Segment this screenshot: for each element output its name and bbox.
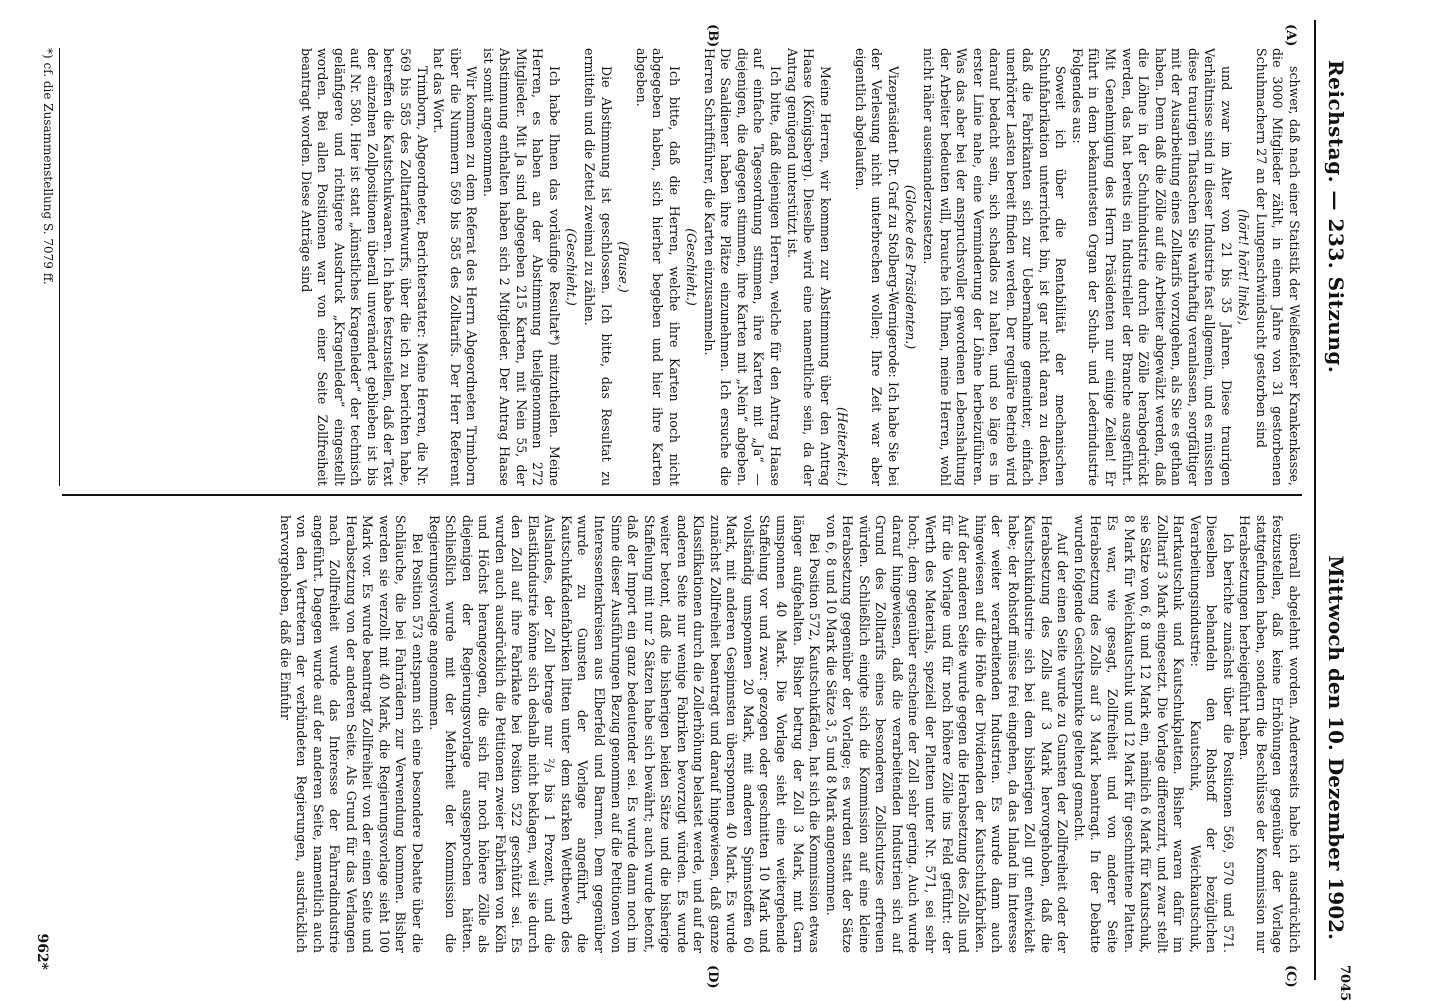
paragraph: Bei Position 572, Kautschukfäden, hat sich die Kommission etwas länger aufgehalten. Bisher betrug der Zoll 3 Mark, mit Garn umsponnen 40 Mark. Die Vorlage sieht eine weitergehende Staffelung vor und zwar: gezogen oder geschnitten 10 Mark und vollständig umsponnen 20 Mark, mit anderen Spinnstoffen 60 Mark, mit anderen Gespinnsten übersponnen 40 Mark. Es wurde zunächst Zollfreiheit beantragt und darauf hingewiesen, daß ganze Klassifikationen durch die Zollerhöhung belastet werde, und auf der anderen Seite nur wenige Fabriken bevorzugt würden. Es wurde weiter betont, daß die bisherigen beiden Sätze und die bisherige Staffelung mit nur 2 Sätzen habe sich bewährt; auch wurde betont, daß der Import ein ganz bedeutender sei. Es wurde dann noch im Sinne dieser Ausführungen Bezug genommen auf die Petitionen von Interessentenkreisen aus Elberfeld und Barmen. Dem gegenüber wurde zu Gunsten der Vorlage angeführt, die Kautschukfadenfabriken litten unter dem starken Wettbewerb des Auslandes, der Zoll betrage nur ²/₃ bis 1 Prozent, und die Elastikindustrie könne sich deshalb nicht beklagen, weil sie durch den Zoll auf ihre Fabrikate bei Position 522 geschützt sei. Es wurden auch ausdrücklich die Petitionen zweier Fabriken von Köln und Höchst herangezogen, die sich für noch höhere Zölle als diejenigen der Regierungsvorlage ausgesprochen hätten. Schließlich wurde mit der Mehrheit der Kommission die Regierungsvorlage angenommen. <box>426 515 823 953</box>
footnote: *) cf. die Zusammenstellung S. 7079 ff. <box>41 48 60 486</box>
page-header <box>1314 20 1360 980</box>
paragraph: Ich bitte, daß diejenigen Herren, welche für den Antrag Haase auf einfache Tagesordnung stimmen, ihre Karten mit „Ja“ — diejenigen, die dagegen stimmen, ihre Karten mit „Nein“ abgeben. Die Saaldiener haben ihre Plätze einzunehmen. Ich ersuche die Herren Schriftführer, die Karten einzusammeln. <box>701 48 784 486</box>
header-date: Mittwoch den 10. Dezember 1902. <box>1324 555 1348 940</box>
paragraph: Meine Herren, wir kommen zur Abstimmung über den Antrag Haase (Königsberg). Dieselbe wird eine namentliche sein, da der Antrag genügend unterstützt ist. <box>784 48 833 486</box>
page-code: 962* <box>34 933 50 970</box>
paragraph: Die Abstimmung ist geschlossen. Ich bitte, das Resultat zu ermitteln und die Zettel zweimal zu zählen. <box>582 48 614 486</box>
paragraph: überall abgelehnt worden. Andererseits habe ich ausdrücklich festzustellen, daß keine Erhöhungen gegenüber der Vorlage stattgefunden haben, sondern die Beschlüsse der Kommission nur Herabsetzungen herbeigeführt haben. <box>1237 515 1302 953</box>
paragraph: Ich berichte zunächst über die Positionen 569, 570 und 571. Dieselben behandeln den Rohstoff der bezüglichen Verarbeitungsindustrie: Kautschuk, Weichkautschuk, Hartkautschuk und Kautschukplatten. Bisher waren dafür im Zolltarif 3 Mark eingesetzt. Die Vorlage differenzirt, und zwar stellt sie Sätze von 6, 8 und 12 Mark ein, nämlich 6 Mark für Kautschuk, 8 Mark für Weichkautschuk und 12 Mark für geschnittene Platten. Es war, wie gesagt, Zollfreiheit und von anderer Seite Herabsetzung des Zolls auf 3 Mark beantragt. In der Debatte wurden folgende Gesichtspunkte geltend gemacht. <box>1071 515 1236 953</box>
paragraph: Soweit ich über die Rentabilität der mechanischen Schuhfabrikation unterrichtet bin, ist gar nicht daran zu denken, daß die Fabrikanten sich zur Uebernahme gemeinter, einfach unerhörter Lasten bereit finden werden. Der reguläre Betrieb wird darauf bedacht sein, sich schadlos zu halten, und so läge es in erster Linie nahe, eine Verminderung der Löhne herbeizuführen. Was das aber bei der anspruchsvoller gewordenen Lebenshaltung der Arbeiter bedeuten will, brauche ich Ihnen, meine Herren, wohl nicht näher auseinanderzusetzen. <box>920 48 1069 486</box>
paragraph: Bei Position 573 entspann sich eine besondere Debatte über die Schläuche, die bei Fahrrädern zur Verwendung kommen. Bisher werden sie verzollt mit 40 Mark, die Regierungsvorlage sieht 100 Mark vor. Es wurde beantragt Zollfreiheit von der einen Seite und Herabsetzung von der anderen Seite. Als Grund für das Verlangen nach Zollfreiheit wurde das Interesse der Fahrradindustrie angeführt. Dagegen wurde auf der anderen Seite, namentlich auch von den Vertretern der verbündeten Regierungen, ausdrücklich hervorgehoben, daß die Einfuhr <box>277 515 426 953</box>
interjection: (Glocke des Präsidenten.) <box>903 184 919 350</box>
paragraph: und zwar im Alter von 21 bis 35 Jahren. Diese traurigen Verhältnisse sind in dieser Industrie fast allgemein, und es müssten diese traurigen Thatsachen Sie wahrhaftig veranlassen, sorgfältiger mit der Ausarbeitung eines Zolltarifs vorzugehen, als Sie es gethan haben. Denn daß die Zölle auf die Arbeiter abgewälzt werden, daß die Löhne in der Schuhindustrie durch die Zölle herabgedrückt werden, das hat bereits ein Industrieller der Branche ausgeführt. Mit Genehmigung des Herrn Präsidenten nur einige Zeilen! Er führt in dem bekanntesten Organ der Schuh- und Lederindustrie Folgendes aus: <box>1069 48 1234 486</box>
paragraph: Wir kommen zu dem Referat des Herrn Abgeordneten Trimborn über die Nummern 569 bis 585 des Zolltarifs. Der Herr Referent hat das Wort. <box>431 48 480 486</box>
page-number: 7045 <box>1337 965 1352 1001</box>
header-session: Reichstag. — 233. Sitzung. <box>1324 60 1348 374</box>
interjection: (Heiterkeit.) <box>835 407 851 486</box>
paragraph: Vizepräsident Dr. Graf zu Stolberg-Wernigerode: Ich habe Sie bei der Verlesung nicht unterbrechen wollen; Ihre Zeit war aber eigentlich abgelaufen. <box>852 48 901 486</box>
left-column <box>62 48 1302 486</box>
paragraph: schwer, daß nach einer Statistik der Weißenfelser Krankenkasse, die 3000 Mitglieder zählt, in einem Jahre von 31 gestorbenen Schuhmachern 27 an der Lungenschwindsucht gestorben sind <box>1253 48 1302 486</box>
column-divider <box>62 494 1302 496</box>
interjection: (Geschieht.) <box>564 228 580 306</box>
margin-mark-d: (D) <box>705 965 720 989</box>
margin-mark-b: (B) <box>705 24 720 48</box>
paragraph: Ich habe Ihnen das vorläufige Resultat*) mitzutheilen. Meine Herren, es haben an der Abstimmung theilgenommen 272 Mitglieder. Mit Ja sind abgegeben 215 Karten, mit Nein 55, der Abstimmung enthalten haben sich 2 Mitglieder. Der Antrag Haase ist somit angenommen. <box>480 48 562 486</box>
interjection: (Pause.) <box>616 241 632 293</box>
interjection: (hört! hört! links), <box>1236 209 1252 325</box>
margin-mark-a: (A) <box>1283 24 1298 47</box>
paragraph: Ich bitte, daß die Herren, welche ihre Karten noch nicht abgegeben haben, sich hierher begeben und hier ihre Karten abgeben. <box>633 48 682 486</box>
interjection: (Geschieht.) <box>684 228 700 306</box>
margin-mark-c: (C) <box>1283 965 1298 988</box>
right-column <box>62 515 1302 953</box>
paragraph: Trimborn, Abgeordneter, Berichterstatter: Meine Herren, die Nr. 569 bis 585 des Zolltarifentwurfs, über die ich zu berichten habe, betreffen die Kautschukwaaren. Ich habe festzustellen, daß der Text der einzelnen Zollpositionen überall unverändert geblieben ist bis auf Nr. 580. Hier ist statt „künstliches Kragenleder“ der technisch gelänfigere und richtigere Ausdruck „Kragenleder“ eingestellt worden. Bei allen Positionen war von einer Seite Zollfreiheit beantragt worden. Diese Anträge sind <box>298 48 430 486</box>
paragraph: Auf der einen Seite wurde zu Gunsten der Zollfreiheit oder der Herabsetzung des Zolls auf 3 Mark hervorgehoben, daß die Kautschukindustrie sich bei dem bisherigen Zoll gut entwickelt habe; der Rohstoff müsse frei eingehen, da das Inland im Interesse der weiter verarbeitenden Industrien. Es wurde dann auch hingewiesen auf die Höhe der Dividenden der Kautschukfabriken. Auf der anderen Seite wurde gegen die Herabsetzung des Zolls und für die Vorlage und für noch höhere Zölle ins Feld geführt: der Werth des Materials, speziell der Platten unter Nr. 571, sei sehr hoch; dem gegenüber erscheine der Zoll sehr gering. Auch wurde darauf hingewiesen, daß die verarbeitenden Industrien sich auf Grund des Zolltarifs eines besonderen Zollschutzes erfreuen würden. Schließlich einigte sich die Kommission auf eine kleine Herabsetzung gegenüber der Vorlage; es wurden statt der Sätze von 6, 8 und 10 Mark die Sätze 3, 5 und 8 Mark angenommen. <box>823 515 1071 953</box>
